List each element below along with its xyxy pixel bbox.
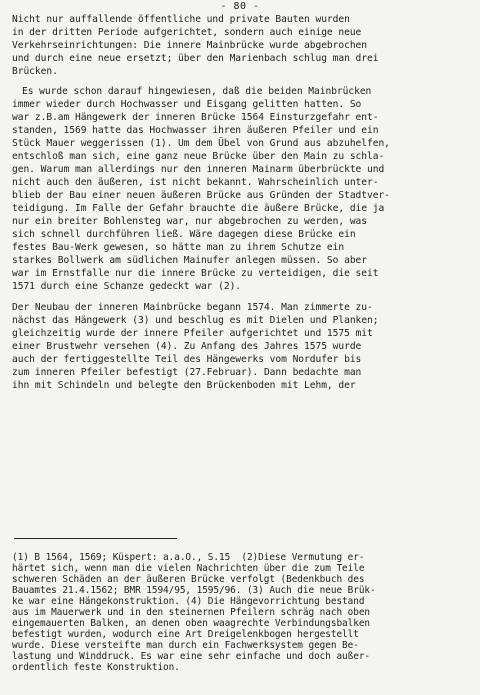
text-line: auch der fertiggestellte Teil des Hängewerks vom Nordufer bis bbox=[12, 354, 362, 365]
text-line: gen. Warum man allerdings nur den inneren Mainarm überbrückte und bbox=[12, 164, 385, 175]
text-line: Verkehrseinrichtungen: Die innere Mainbrücke wurde abgebrochen bbox=[12, 40, 368, 51]
text-line: nicht auch den äußeren, ist nicht bekannt. Wahrscheinlich unter- bbox=[12, 177, 379, 188]
footnote-line: härtet sich, wenn man die vielen Nachrichten über die zum Teile bbox=[12, 563, 365, 574]
footnote-line: befestigt wurden, wodurch eine Art Dreigelenkbogen hergestellt bbox=[12, 629, 359, 640]
page-number: - 80 - bbox=[220, 1, 260, 12]
text-line: in der dritten Periode aufgerichtet, sondern auch einige neue bbox=[12, 27, 362, 38]
footnote-divider bbox=[14, 538, 177, 539]
footnote-line: aus im Mauerwerk und in den steinernen Pfeilern schräg nach oben bbox=[12, 607, 371, 618]
text-line: nur ein breiter Bohlensteg war, nur abgebrochen zu werden, was bbox=[12, 216, 368, 227]
text-line: entschloß man sich, eine ganz neue Brücke über den Main zu schla- bbox=[12, 151, 385, 162]
text-line: nächst das Hängewerk (3) und beschlug es mit Dielen und Planken; bbox=[12, 315, 379, 326]
text-line: Brücken. bbox=[12, 66, 58, 77]
text-line: ihn mit Schindeln und belegte den Brückenboden mit Lehm, der bbox=[12, 380, 356, 391]
footnote-line: schweren Schäden an der äußeren Brücke verfolgt (Bedenkbuch des bbox=[12, 574, 365, 585]
footnote-line: (1) B 1564, 1569; Küspert: a.a.O., S.15 (2)Diese Vermutung er- bbox=[12, 552, 365, 563]
footnote-line: wurde. Diese versteifte man durch ein Fachwerksystem gegen Be- bbox=[12, 640, 359, 651]
text-line: Nicht nur auffallende öffentliche und private Bauten wurden bbox=[12, 14, 350, 25]
footnote-line: ordentlich feste Konstruktion. bbox=[12, 662, 180, 673]
text-line: Stück Mauer weggerissen (1). Um dem Übel von Grund aus abzuhelfen, bbox=[12, 138, 390, 149]
footnote-line: eingemauerten Balken, an denen oben waagrechte Verbindungsbalken bbox=[12, 618, 371, 629]
text-line: gleichzeitig wurde der innere Pfeiler aufgerichtet und 1575 mit bbox=[12, 328, 373, 339]
text-line: einer Brustwehr versehen (4). Zu Anfang des Jahres 1575 wurde bbox=[12, 341, 362, 352]
text-line: Der Neubau der inneren Mainbrücke begann 1574. Man zimmerte zu- bbox=[12, 302, 373, 313]
text-line: immer wieder durch Hochwasser und Eisgang gelitten hatten. So bbox=[12, 99, 362, 110]
text-line: festes Bau-Werk gewesen, so hätte man zu ihrem Schutze ein bbox=[12, 242, 345, 253]
text-line: sich schnell durchführen ließ. Wäre dagegen diese Brücke ein bbox=[12, 229, 356, 240]
text-line: war z.B.am Hängewerk der inneren Brücke 1564 Einsturzgefahr ent- bbox=[12, 112, 379, 123]
footnote-line: ke war eine Hängekonstruktion. (4) Die Hängevorrichtung bestand bbox=[12, 596, 365, 607]
text-line: Es wurde schon darauf hingewiesen, daß die beiden Mainbrücken bbox=[22, 86, 372, 97]
text-line: standen, 1569 hatte das Hochwasser ihren äußeren Pfeiler und ein bbox=[12, 125, 379, 136]
footnote-line: Bauamtes 21.4.1562; BMR 1594/95, 1595/96. (3) Auch die neue Brük- bbox=[12, 585, 376, 596]
text-line: 1571 durch eine Schanze gedeckt war (2). bbox=[12, 281, 242, 292]
text-line: teidigung. Im Falle der Gefahr brauchte die äußere Brücke, die ja bbox=[12, 203, 385, 214]
text-line: war im Ernstfalle nur die innere Brücke zu verteidigen, die seit bbox=[12, 268, 379, 279]
text-line: starkes Bollwerk am südlichen Mainufer anlegen müssen. So aber bbox=[12, 255, 368, 266]
text-line: zum inneren Pfeiler befestigt (27.Februar). Dann bedachte man bbox=[12, 367, 362, 378]
text-line: und durch eine neue ersetzt; über den Marienbach schlug man drei bbox=[12, 53, 379, 64]
footnote-line: lastung und Winddruck. Es war eine sehr einfache und doch außer- bbox=[12, 651, 371, 662]
text-line: blieb der Bau einer neuen äußeren Brücke aus Gründen der Stadtver- bbox=[12, 190, 390, 201]
